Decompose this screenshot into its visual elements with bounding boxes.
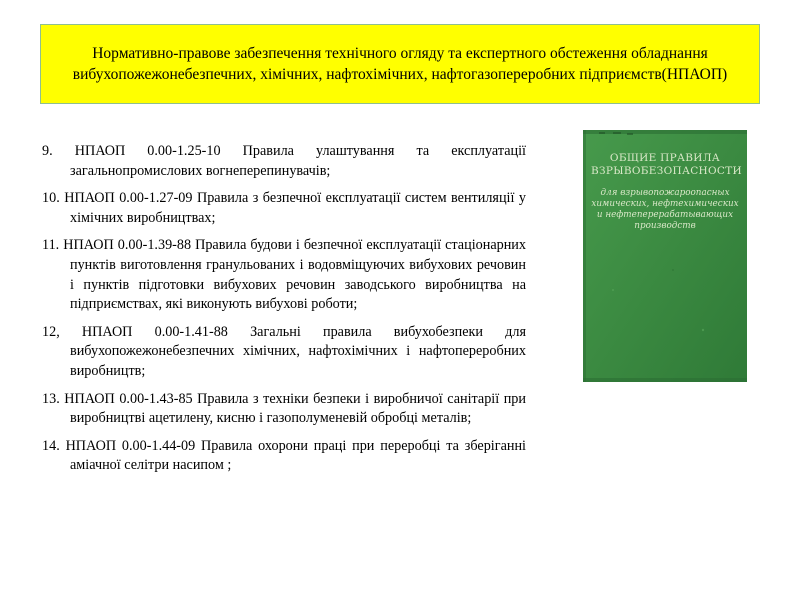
list-item: 10. НПАОП 0.00-1.27-09 Правила з безпечної експлуатації систем вентиляції у хімічних виробництвах; <box>42 190 526 226</box>
list-item: 12, НПАОП 0.00-1.41-88 Загальні правила вибухобезпеки для вибухопожежонебезпечних хімічних, нафтохімічних і нафтопереробних виробництв; <box>42 323 526 379</box>
slide-title: Нормативно-правове забезпечення технічного огляду та експертного обстеження обладнання вибухопожежонебезпечних, хімічних, нафтохімічних, нафтогазопереробних підприємств(НПАОП) <box>72 45 728 83</box>
list-item: 9. НПАОП 0.00-1.25-10 Правила улаштування та експлуатації загальнопромислових вогнеперепинувачів; <box>42 143 526 179</box>
book-subtitle: для взрывопожароопасных химических, нефтехимических и нефтеперерабатывающих производств <box>591 188 739 231</box>
list-item: 13. НПАОП 0.00-1.43-85 Правила з техніки безпеки і виробничої санітарії при виробництві ацетилену, кисню і газополуменевій обробці металів; <box>42 390 526 427</box>
book-cover-image <box>583 130 747 382</box>
title-banner <box>40 24 760 104</box>
list-item: 11. НПАОП 0.00-1.39-88 Правила будови і безпечної експлуатації стаціонарних пунктів виготовлення гранульованих і водовміщуючих вибухових речовин і пунктів підготовки вибухових речовин заводського виробництва на підприємствах, які виконують вибухові роботи; <box>42 237 526 313</box>
book-title: ОБЩИЕ ПРАВИЛА ВЗРЫВОБЕЗОПАСНОСТИ <box>591 152 743 177</box>
list-item: 14. НПАОП 0.00-1.44-09 Правила охорони праці при переробці та зберіганні аміачної селітри насипом ; <box>42 437 526 474</box>
regulation-list <box>42 142 526 484</box>
